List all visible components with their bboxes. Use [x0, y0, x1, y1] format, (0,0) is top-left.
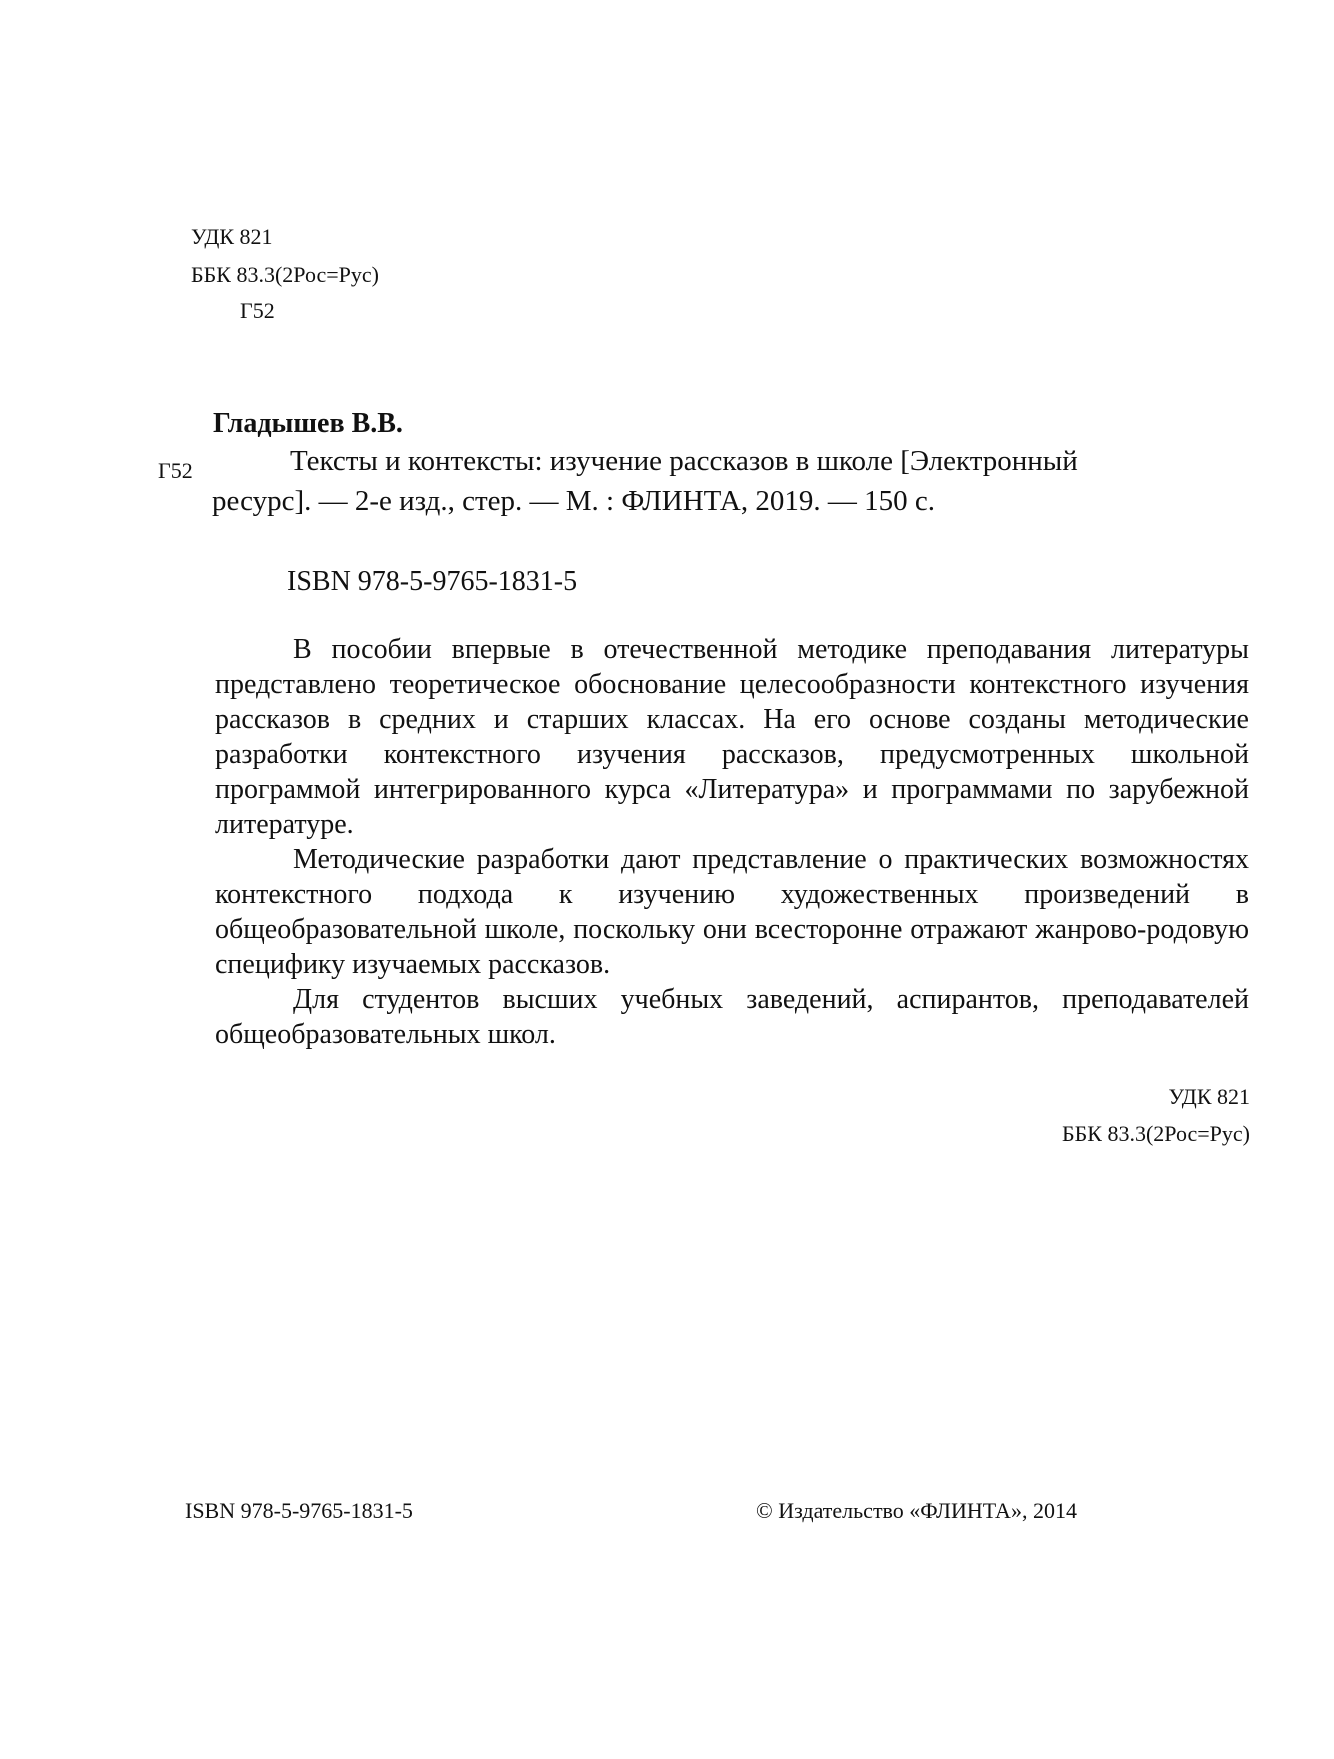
- margin-author-mark: Г52: [158, 458, 193, 483]
- author-mark: Г52: [240, 298, 275, 323]
- copyright-notice: © Издательство «ФЛИНТА», 2014: [756, 1498, 1077, 1523]
- author-heading: Гладышев В.В.: [213, 408, 403, 439]
- footer-isbn: ISBN 978-5-9765-1831-5: [185, 1498, 413, 1523]
- annotation-paragraph: Для студентов высших учебных заведений, аспирантов, преподавателей общеобразовательных школ.: [215, 984, 1249, 1050]
- bbk-code-right: ББК 83.3(2Рос=Рус): [1062, 1121, 1250, 1146]
- title-line-2: ресурс]. — 2-е изд., стер. — М. : ФЛИНТА, 2019. — 150 с.: [212, 485, 935, 517]
- title-line-1: Тексты и контексты: изучение рассказов в школе [Электронный: [290, 445, 1078, 477]
- udk-code-right: УДК 821: [1168, 1084, 1250, 1109]
- udk-code: УДК 821: [191, 224, 273, 249]
- classification-block: [1062, 1078, 1250, 1152]
- annotation-paragraph: Методические разработки дают представление о практических возможностях контекстного подхода к изучению художественных произведений в общеобразовательной школе, поскольку они всесторонне отражают жанрово-родовую специфику изучаемых рассказов.: [215, 844, 1249, 980]
- annotation: [215, 632, 1249, 1052]
- isbn-entry: ISBN 978-5-9765-1831-5: [287, 566, 578, 597]
- annotation-paragraph: В пособии впервые в отечественной методике преподавания литературы представлено теоретическое обоснование целесообразности контекстного изучения рассказов в средних и старших классах. На его основе созданы методические разработки контекстного изучения рассказов, предусмотренных школьной программой интегрированного курса «Литература» и программами по зарубежной литературе.: [215, 634, 1249, 840]
- bbk-code: ББК 83.3(2Рос=Рус): [191, 262, 379, 287]
